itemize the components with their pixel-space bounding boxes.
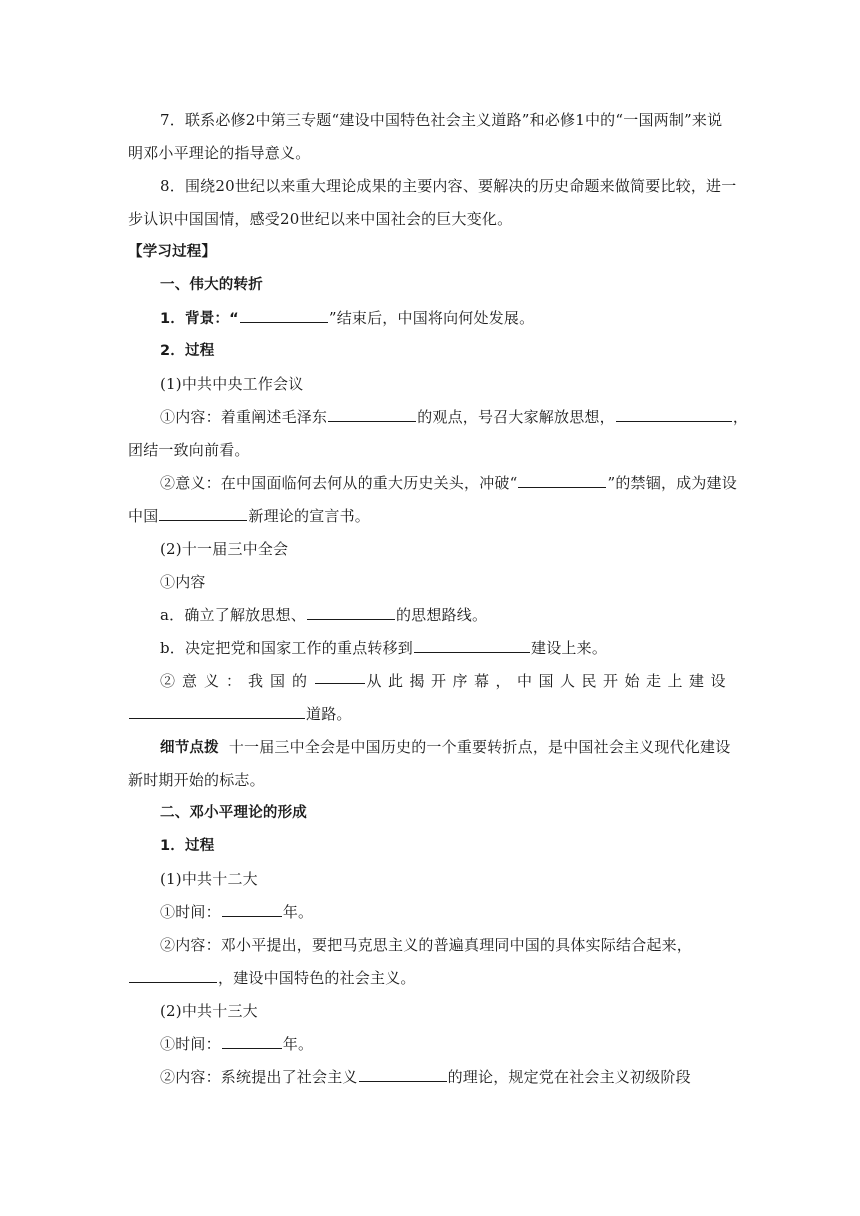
text-span: ①时间： [160, 1035, 221, 1053]
fill-blank [159, 502, 247, 521]
text-span: 从此揭开序幕，中国人民开始走上建设 [366, 672, 732, 690]
meeting-1-significance-line-2 [128, 500, 732, 533]
congress-12-content-line-1: ②内容：邓小平提出，要把马克思主义的普遍真理同中国的具体实际结合起来， [160, 936, 693, 954]
fill-blank [222, 1030, 282, 1049]
text-span: 新理论的宣言书。 [248, 507, 371, 525]
text-span: ②意义：在中国面临何去何从的重大历史关头，冲破“ [160, 474, 518, 492]
meeting-2-significance-line-1 [128, 665, 732, 698]
text-span: 的观点，号召大家解放思想， [417, 408, 615, 426]
congress-13-content-line-1 [128, 1061, 732, 1094]
fill-blank [129, 700, 305, 719]
fill-blank [616, 403, 732, 422]
text-span: ，建设中国特色的社会主义。 [218, 969, 416, 987]
text-span: ①内容：着重阐述毛泽东 [160, 408, 328, 426]
text-span: 中国 [128, 507, 159, 525]
paragraph-7-line-2: 明邓小平理论的指导意义。 [128, 144, 311, 162]
meeting-2-content-label: ①内容 [160, 573, 206, 591]
text-span: 年。 [282, 903, 314, 921]
fill-blank [414, 634, 530, 653]
congress-13-heading: (2)中共十三大 [160, 1002, 258, 1020]
congress-12-content-line-2 [128, 962, 732, 995]
tip-line-1 [128, 731, 732, 764]
fill-blank [222, 898, 282, 917]
meeting-2-item-a [128, 599, 732, 632]
document-page [128, 104, 749, 1094]
background-line [128, 302, 732, 335]
text-span: ②内容：系统提出了社会主义 [160, 1068, 358, 1086]
meeting-1-content-line-1 [128, 401, 749, 434]
fill-blank [240, 304, 328, 323]
congress-12-heading: (1)中共十二大 [160, 870, 258, 888]
meeting-2-item-b [128, 632, 732, 665]
congress-12-time [128, 896, 732, 929]
fill-blank [328, 403, 416, 422]
text-span: a．确立了解放思想、 [160, 606, 306, 624]
text-span: 年。 [282, 1035, 314, 1053]
meeting-2-significance-line-2 [128, 698, 732, 731]
text-span: ①时间： [160, 903, 221, 921]
text-span: 的思想路线。 [395, 606, 488, 624]
tip-text: 十一届三中全会是中国历史的一个重要转折点，是中国社会主义现代化建设 [228, 738, 731, 756]
fill-blank [315, 665, 365, 684]
congress-13-time [128, 1028, 732, 1061]
meeting-1-significance-line-1 [128, 467, 737, 500]
text-span: b．决定把党和国家工作的重点转移到 [160, 639, 414, 657]
fill-blank [307, 601, 395, 620]
paragraph-8-line-1: 8．围绕20世纪以来重大理论成果的主要内容、要解决的历史命题来做简要比较，进一 [160, 177, 737, 195]
paragraph-8-line-2: 步认识中国国情，感受20世纪以来中国社会的巨大变化。 [128, 210, 513, 228]
tip-label: 细节点拨 [160, 740, 219, 756]
section-title: 【学习过程】 [128, 244, 217, 260]
fill-blank [359, 1063, 447, 1082]
text-span: ， [732, 408, 749, 426]
text-span: ②意义：我国的 [160, 672, 315, 690]
tip-line-2: 新时期开始的标志。 [128, 771, 265, 789]
meeting-1-content-line-2: 团结一致向前看。 [128, 441, 250, 459]
paragraph-7-line-1: 7．联系必修2中第三专题“建设中国特色社会主义道路”和必修1中的“一国两制”来说 [160, 111, 723, 129]
meeting-1-heading: (1)中共中央工作会议 [160, 375, 304, 393]
background-label: 1．背景：“ [160, 311, 239, 327]
part-2-process-heading: 1．过程 [160, 838, 215, 854]
fill-blank [129, 964, 217, 983]
text-span: 的理论，规定党在社会主义初级阶段 [447, 1068, 691, 1086]
part-1-heading: 一、伟大的转折 [160, 277, 263, 293]
meeting-2-heading: (2)十一届三中全会 [160, 540, 289, 558]
part-2-heading: 二、邓小平理论的形成 [160, 805, 307, 821]
text-span: 建设上来。 [531, 639, 608, 657]
fill-blank [518, 469, 606, 488]
text-span: 道路。 [306, 705, 352, 723]
background-text: ”结束后，中国将向何处发展。 [328, 309, 535, 327]
text-span: ”的禁锢，成为建设 [607, 474, 737, 492]
process-heading: 2．过程 [160, 343, 215, 359]
